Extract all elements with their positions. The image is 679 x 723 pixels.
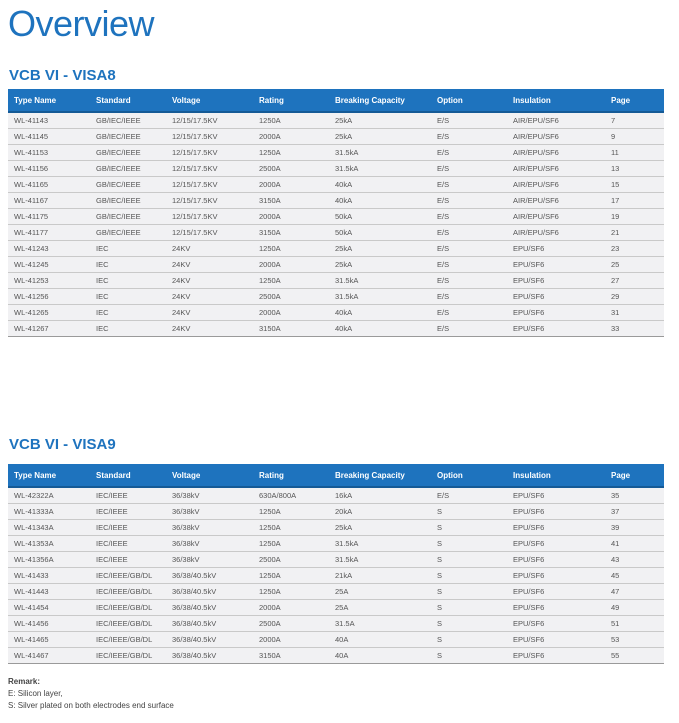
cell-rating: 3150A: [253, 321, 329, 337]
cell-breaking-capacity: 40kA: [329, 177, 431, 193]
cell-voltage: 12/15/17.5KV: [166, 145, 253, 161]
cell-option: E/S: [431, 289, 507, 305]
cell-standard: IEC/IEEE: [90, 536, 166, 552]
table-row: [8, 129, 664, 145]
cell-insulation: EPU/SF6: [507, 616, 605, 632]
cell-voltage: 12/15/17.5KV: [166, 193, 253, 209]
table-row: [8, 257, 664, 273]
cell-type-name: WL-41256: [8, 289, 90, 305]
cell-breaking-capacity: 31.5kA: [329, 145, 431, 161]
cell-breaking-capacity: 25kA: [329, 257, 431, 273]
cell-standard: IEC: [90, 321, 166, 337]
cell-option: E/S: [431, 177, 507, 193]
cell-voltage: 24KV: [166, 305, 253, 321]
cell-insulation: EPU/SF6: [507, 520, 605, 536]
cell-breaking-capacity: 40kA: [329, 193, 431, 209]
cell-voltage: 36/38/40.5kV: [166, 632, 253, 648]
table-row: [8, 161, 664, 177]
cell-voltage: 36/38/40.5kV: [166, 600, 253, 616]
table-row: [8, 600, 664, 616]
spec-table-visa8: [8, 89, 664, 337]
cell-page: 35: [605, 487, 664, 504]
cell-standard: IEC: [90, 257, 166, 273]
table-row: [8, 273, 664, 289]
table-row: [8, 225, 664, 241]
table-row: [8, 241, 664, 257]
cell-standard: GB/IEC/IEEE: [90, 161, 166, 177]
table-body: [8, 487, 664, 664]
cell-page: 15: [605, 177, 664, 193]
cell-option: E/S: [431, 129, 507, 145]
cell-page: 25: [605, 257, 664, 273]
cell-rating: 2000A: [253, 305, 329, 321]
cell-option: E/S: [431, 161, 507, 177]
cell-standard: IEC/IEEE: [90, 520, 166, 536]
cell-option: S: [431, 648, 507, 664]
cell-breaking-capacity: 40A: [329, 648, 431, 664]
cell-standard: IEC/IEEE/GB/DL: [90, 600, 166, 616]
cell-type-name: WL-42322A: [8, 487, 90, 504]
column-header-breaking-capacity: Breaking Capacity: [329, 89, 431, 112]
section-title-visa8: VCB VI - VISA8: [9, 67, 116, 84]
cell-standard: GB/IEC/IEEE: [90, 225, 166, 241]
cell-insulation: EPU/SF6: [507, 241, 605, 257]
cell-voltage: 24KV: [166, 321, 253, 337]
cell-voltage: 12/15/17.5KV: [166, 112, 253, 129]
cell-type-name: WL-41456: [8, 616, 90, 632]
cell-standard: IEC/IEEE: [90, 487, 166, 504]
cell-breaking-capacity: 31.5kA: [329, 289, 431, 305]
cell-rating: 2500A: [253, 289, 329, 305]
cell-voltage: 36/38/40.5kV: [166, 568, 253, 584]
cell-breaking-capacity: 40kA: [329, 321, 431, 337]
cell-standard: IEC/IEEE: [90, 504, 166, 520]
cell-type-name: WL-41265: [8, 305, 90, 321]
cell-standard: IEC/IEEE/GB/DL: [90, 568, 166, 584]
remark-title: Remark:: [8, 677, 41, 686]
cell-voltage: 12/15/17.5KV: [166, 129, 253, 145]
cell-insulation: AIR/EPU/SF6: [507, 193, 605, 209]
column-header-type-name: Type Name: [8, 464, 90, 487]
cell-insulation: EPU/SF6: [507, 648, 605, 664]
cell-insulation: AIR/EPU/SF6: [507, 129, 605, 145]
cell-rating: 630A/800A: [253, 487, 329, 504]
cell-option: E/S: [431, 225, 507, 241]
cell-rating: 1250A: [253, 241, 329, 257]
cell-breaking-capacity: 40kA: [329, 305, 431, 321]
cell-option: E/S: [431, 241, 507, 257]
column-header-standard: Standard: [90, 464, 166, 487]
spec-table-visa9: [8, 464, 664, 664]
cell-type-name: WL-41245: [8, 257, 90, 273]
cell-rating: 3150A: [253, 225, 329, 241]
cell-option: E/S: [431, 193, 507, 209]
table-row: [8, 584, 664, 600]
cell-breaking-capacity: 31.5kA: [329, 536, 431, 552]
cell-rating: 2500A: [253, 616, 329, 632]
remark-block: [8, 676, 174, 712]
column-header-rating: Rating: [253, 464, 329, 487]
table-row: [8, 648, 664, 664]
cell-voltage: 24KV: [166, 289, 253, 305]
cell-standard: IEC/IEEE/GB/DL: [90, 648, 166, 664]
cell-insulation: AIR/EPU/SF6: [507, 161, 605, 177]
cell-standard: GB/IEC/IEEE: [90, 129, 166, 145]
cell-insulation: EPU/SF6: [507, 289, 605, 305]
table-row: [8, 504, 664, 520]
cell-rating: 1250A: [253, 273, 329, 289]
cell-breaking-capacity: 25A: [329, 600, 431, 616]
cell-page: 31: [605, 305, 664, 321]
cell-option: S: [431, 552, 507, 568]
cell-rating: 2500A: [253, 161, 329, 177]
cell-type-name: WL-41454: [8, 600, 90, 616]
cell-insulation: EPU/SF6: [507, 273, 605, 289]
cell-page: 27: [605, 273, 664, 289]
cell-voltage: 12/15/17.5KV: [166, 209, 253, 225]
cell-page: 49: [605, 600, 664, 616]
table-row: [8, 536, 664, 552]
cell-voltage: 36/38/40.5kV: [166, 584, 253, 600]
cell-page: 29: [605, 289, 664, 305]
table-row: [8, 632, 664, 648]
cell-rating: 1250A: [253, 584, 329, 600]
cell-type-name: WL-41356A: [8, 552, 90, 568]
cell-standard: IEC/IEEE/GB/DL: [90, 584, 166, 600]
table-header-row: [8, 464, 664, 487]
table-row: [8, 321, 664, 337]
cell-breaking-capacity: 25A: [329, 584, 431, 600]
column-header-option: Option: [431, 89, 507, 112]
cell-standard: GB/IEC/IEEE: [90, 145, 166, 161]
cell-breaking-capacity: 25kA: [329, 241, 431, 257]
column-header-page: Page: [605, 464, 664, 487]
cell-breaking-capacity: 50kA: [329, 225, 431, 241]
cell-page: 51: [605, 616, 664, 632]
cell-type-name: WL-41467: [8, 648, 90, 664]
cell-type-name: WL-41153: [8, 145, 90, 161]
table-row: [8, 193, 664, 209]
cell-rating: 2000A: [253, 257, 329, 273]
cell-standard: IEC: [90, 241, 166, 257]
table-row: [8, 616, 664, 632]
cell-breaking-capacity: 25kA: [329, 520, 431, 536]
cell-breaking-capacity: 25kA: [329, 112, 431, 129]
cell-option: S: [431, 568, 507, 584]
cell-page: 13: [605, 161, 664, 177]
cell-type-name: WL-41267: [8, 321, 90, 337]
cell-insulation: EPU/SF6: [507, 536, 605, 552]
cell-voltage: 24KV: [166, 241, 253, 257]
cell-breaking-capacity: 31.5A: [329, 616, 431, 632]
cell-page: 19: [605, 209, 664, 225]
cell-page: 11: [605, 145, 664, 161]
table-row: [8, 520, 664, 536]
cell-voltage: 36/38/40.5kV: [166, 616, 253, 632]
cell-option: S: [431, 616, 507, 632]
cell-page: 39: [605, 520, 664, 536]
cell-rating: 1250A: [253, 112, 329, 129]
cell-standard: GB/IEC/IEEE: [90, 112, 166, 129]
cell-insulation: EPU/SF6: [507, 257, 605, 273]
cell-option: E/S: [431, 257, 507, 273]
cell-insulation: EPU/SF6: [507, 504, 605, 520]
section-title-visa9: VCB VI - VISA9: [9, 436, 116, 453]
cell-option: E/S: [431, 273, 507, 289]
column-header-insulation: Insulation: [507, 89, 605, 112]
cell-rating: 2000A: [253, 600, 329, 616]
cell-rating: 1250A: [253, 568, 329, 584]
cell-insulation: AIR/EPU/SF6: [507, 177, 605, 193]
cell-rating: 3150A: [253, 193, 329, 209]
cell-option: E/S: [431, 487, 507, 504]
cell-option: E/S: [431, 209, 507, 225]
cell-breaking-capacity: 31.5kA: [329, 273, 431, 289]
cell-insulation: EPU/SF6: [507, 568, 605, 584]
table-row: [8, 177, 664, 193]
cell-standard: IEC: [90, 289, 166, 305]
remark-line: S: Silver plated on both electrodes end surface: [8, 701, 174, 710]
cell-option: S: [431, 600, 507, 616]
cell-rating: 1250A: [253, 536, 329, 552]
cell-page: 23: [605, 241, 664, 257]
cell-page: 21: [605, 225, 664, 241]
table-body: [8, 112, 664, 337]
cell-type-name: WL-41165: [8, 177, 90, 193]
table-row: [8, 487, 664, 504]
cell-option: E/S: [431, 321, 507, 337]
cell-page: 47: [605, 584, 664, 600]
table-row: [8, 305, 664, 321]
cell-insulation: EPU/SF6: [507, 632, 605, 648]
cell-type-name: WL-41465: [8, 632, 90, 648]
cell-type-name: WL-41253: [8, 273, 90, 289]
cell-page: 33: [605, 321, 664, 337]
cell-voltage: 12/15/17.5KV: [166, 177, 253, 193]
cell-type-name: WL-41156: [8, 161, 90, 177]
column-header-rating: Rating: [253, 89, 329, 112]
cell-type-name: WL-41443: [8, 584, 90, 600]
cell-page: 17: [605, 193, 664, 209]
cell-insulation: EPU/SF6: [507, 584, 605, 600]
column-header-standard: Standard: [90, 89, 166, 112]
table-row: [8, 209, 664, 225]
cell-standard: IEC: [90, 273, 166, 289]
page-title: Overview: [8, 3, 155, 44]
cell-page: 7: [605, 112, 664, 129]
cell-option: E/S: [431, 145, 507, 161]
cell-rating: 2000A: [253, 129, 329, 145]
cell-insulation: AIR/EPU/SF6: [507, 145, 605, 161]
cell-insulation: AIR/EPU/SF6: [507, 225, 605, 241]
cell-voltage: 36/38kV: [166, 552, 253, 568]
column-header-voltage: Voltage: [166, 89, 253, 112]
cell-type-name: WL-41175: [8, 209, 90, 225]
cell-type-name: WL-41145: [8, 129, 90, 145]
cell-page: 43: [605, 552, 664, 568]
cell-type-name: WL-41143: [8, 112, 90, 129]
cell-voltage: 36/38kV: [166, 520, 253, 536]
cell-rating: 2000A: [253, 209, 329, 225]
column-header-insulation: Insulation: [507, 464, 605, 487]
cell-option: S: [431, 536, 507, 552]
cell-page: 9: [605, 129, 664, 145]
cell-voltage: 36/38kV: [166, 536, 253, 552]
cell-type-name: WL-41177: [8, 225, 90, 241]
cell-option: E/S: [431, 305, 507, 321]
cell-type-name: WL-41243: [8, 241, 90, 257]
cell-breaking-capacity: 40A: [329, 632, 431, 648]
cell-type-name: WL-41333A: [8, 504, 90, 520]
cell-voltage: 12/15/17.5KV: [166, 161, 253, 177]
cell-rating: 3150A: [253, 648, 329, 664]
cell-rating: 2000A: [253, 632, 329, 648]
cell-page: 55: [605, 648, 664, 664]
cell-standard: GB/IEC/IEEE: [90, 177, 166, 193]
cell-insulation: EPU/SF6: [507, 487, 605, 504]
cell-page: 53: [605, 632, 664, 648]
cell-voltage: 36/38kV: [166, 487, 253, 504]
cell-option: S: [431, 632, 507, 648]
cell-type-name: WL-41343A: [8, 520, 90, 536]
cell-standard: GB/IEC/IEEE: [90, 209, 166, 225]
cell-rating: 2500A: [253, 552, 329, 568]
cell-page: 41: [605, 536, 664, 552]
cell-breaking-capacity: 50kA: [329, 209, 431, 225]
table-header-row: [8, 89, 664, 112]
cell-standard: IEC/IEEE/GB/DL: [90, 632, 166, 648]
cell-voltage: 36/38/40.5kV: [166, 648, 253, 664]
cell-standard: IEC/IEEE/GB/DL: [90, 616, 166, 632]
cell-insulation: AIR/EPU/SF6: [507, 209, 605, 225]
remark-line: E: Silicon layer,: [8, 689, 63, 698]
cell-breaking-capacity: 21kA: [329, 568, 431, 584]
column-header-breaking-capacity: Breaking Capacity: [329, 464, 431, 487]
cell-rating: 2000A: [253, 177, 329, 193]
cell-voltage: 24KV: [166, 273, 253, 289]
cell-insulation: EPU/SF6: [507, 321, 605, 337]
table-row: [8, 289, 664, 305]
table-row: [8, 568, 664, 584]
column-header-page: Page: [605, 89, 664, 112]
cell-option: S: [431, 520, 507, 536]
cell-type-name: WL-41353A: [8, 536, 90, 552]
table-row: [8, 112, 664, 129]
cell-insulation: EPU/SF6: [507, 305, 605, 321]
cell-option: S: [431, 584, 507, 600]
cell-rating: 1250A: [253, 504, 329, 520]
cell-breaking-capacity: 31.5kA: [329, 552, 431, 568]
table-row: [8, 552, 664, 568]
cell-standard: GB/IEC/IEEE: [90, 193, 166, 209]
cell-page: 45: [605, 568, 664, 584]
cell-breaking-capacity: 16kA: [329, 487, 431, 504]
cell-option: S: [431, 504, 507, 520]
cell-voltage: 24KV: [166, 257, 253, 273]
cell-insulation: EPU/SF6: [507, 552, 605, 568]
cell-voltage: 36/38kV: [166, 504, 253, 520]
cell-standard: IEC/IEEE: [90, 552, 166, 568]
column-header-type-name: Type Name: [8, 89, 90, 112]
cell-insulation: AIR/EPU/SF6: [507, 112, 605, 129]
cell-standard: IEC: [90, 305, 166, 321]
cell-rating: 1250A: [253, 145, 329, 161]
cell-breaking-capacity: 25kA: [329, 129, 431, 145]
cell-breaking-capacity: 31.5kA: [329, 161, 431, 177]
cell-page: 37: [605, 504, 664, 520]
cell-breaking-capacity: 20kA: [329, 504, 431, 520]
column-header-option: Option: [431, 464, 507, 487]
table-row: [8, 145, 664, 161]
column-header-voltage: Voltage: [166, 464, 253, 487]
cell-type-name: WL-41167: [8, 193, 90, 209]
cell-voltage: 12/15/17.5KV: [166, 225, 253, 241]
cell-insulation: EPU/SF6: [507, 600, 605, 616]
cell-rating: 1250A: [253, 520, 329, 536]
cell-type-name: WL-41433: [8, 568, 90, 584]
cell-option: E/S: [431, 112, 507, 129]
